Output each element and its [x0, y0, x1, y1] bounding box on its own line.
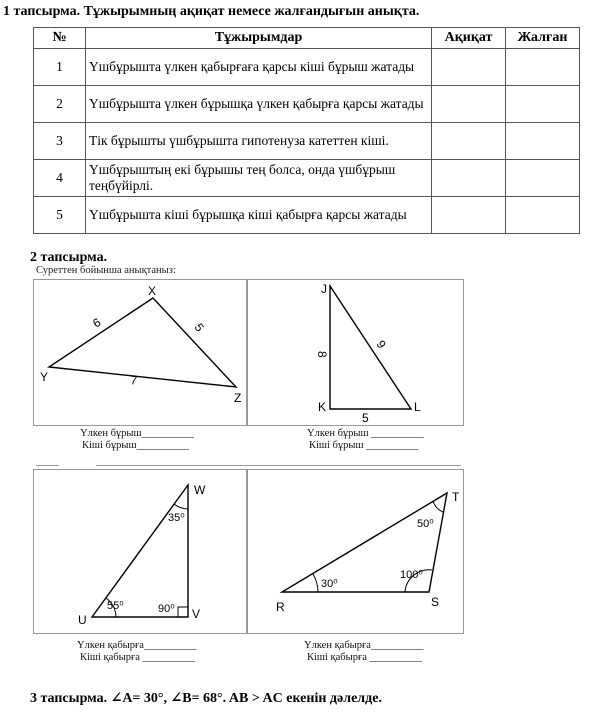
triangle-uvw [92, 485, 188, 617]
label-v: V [192, 607, 201, 621]
triangle-rst-drawing [247, 470, 463, 633]
figure-jkl-answers [307, 428, 424, 452]
triangle-xyz-drawing [34, 280, 247, 425]
figure-xyz-answers [80, 428, 194, 452]
angle-w-value: 35⁰ [168, 512, 185, 524]
figure-xyz [33, 279, 248, 426]
task1-title: 1 тапсырма. Тұжырымның ақиқат немесе жалғандығын анықта. [3, 4, 420, 19]
true-cell[interactable] [432, 49, 506, 86]
side-yz-length: 7 [129, 373, 138, 388]
false-cell[interactable] [506, 49, 580, 86]
smallest-angle-blank[interactable]: Кіші бұрыш __________ [309, 440, 419, 451]
table-header-row [34, 28, 580, 49]
row-number: 4 [34, 160, 86, 197]
triangle-jkl [330, 286, 411, 409]
side-xy-length: 6 [90, 315, 104, 331]
label-j: J [321, 282, 327, 296]
true-cell[interactable] [432, 160, 506, 197]
figure-uvw-answers [77, 640, 196, 664]
figure-jkl [246, 279, 464, 426]
side-jl-length: 9 [373, 337, 389, 352]
triangle-xyz [49, 298, 236, 387]
row-number: 5 [34, 197, 86, 234]
row-number: 2 [34, 86, 86, 123]
largest-angle-blank[interactable]: Үлкен бұрыш__________ [80, 428, 195, 439]
label-y: Y [40, 370, 49, 384]
longest-side-blank[interactable]: Үлкен қабырға__________ [304, 640, 424, 651]
header-number: № [34, 28, 86, 49]
triangle-uvw-drawing [34, 470, 247, 633]
side-xz-length: 5 [191, 320, 207, 335]
side-kl-length: 5 [362, 411, 369, 425]
true-cell[interactable] [432, 123, 506, 160]
label-l: L [414, 400, 421, 414]
task3-title: 3 тапсырма. ∠A= 30°, ∠B= 68°. AB > AC екенін дәлелде. [30, 691, 382, 706]
table-row [34, 197, 580, 234]
false-cell[interactable] [506, 86, 580, 123]
statements-table [33, 27, 580, 234]
separator-line [36, 465, 59, 466]
false-cell[interactable] [506, 197, 580, 234]
table-row [34, 160, 580, 197]
right-angle-mark [178, 607, 188, 617]
angle-r-value: 30⁰ [321, 578, 338, 590]
table-row [34, 123, 580, 160]
true-cell[interactable] [432, 86, 506, 123]
label-r: R [276, 600, 285, 614]
header-false: Жалған [506, 28, 580, 49]
row-number: 1 [34, 49, 86, 86]
statement-text: Тік бұрышты үшбұрышта гипотенуза катеттен кіші. [86, 123, 432, 160]
row-number: 3 [34, 123, 86, 160]
label-x: X [148, 284, 157, 298]
false-cell[interactable] [506, 123, 580, 160]
longest-side-blank[interactable]: Үлкен қабырға__________ [77, 640, 197, 651]
side-jk-length: 8 [315, 351, 329, 358]
angle-t-arc [433, 501, 443, 512]
angle-u-value: 55⁰ [107, 600, 124, 612]
largest-angle-blank[interactable]: Үлкен бұрыш __________ [307, 428, 424, 439]
statement-text: Үшбұрыштың екі бұрышы тең болса, онда үшбұрыш теңбүйірлі. [86, 160, 432, 197]
true-cell[interactable] [432, 197, 506, 234]
table-row [34, 86, 580, 123]
shortest-side-blank[interactable]: Кіші қабырға __________ [307, 652, 423, 663]
statement-text: Үшбұрышта кіші бұрышқа кіші қабырға қарсы жатады [86, 197, 432, 234]
table-row [34, 49, 580, 86]
label-k: K [318, 400, 327, 414]
statement-text: Үшбұрышта үлкен бұрышқа үлкен қабырға қарсы жатады [86, 86, 432, 123]
angle-s-value: 100⁰ [400, 569, 423, 581]
shortest-side-blank[interactable]: Кіші қабырға __________ [80, 652, 196, 663]
label-u: U [78, 613, 87, 627]
label-s: S [431, 595, 440, 609]
task2-title: 2 тапсырма. [30, 250, 108, 265]
label-t: T [452, 490, 460, 504]
task2-subtitle: Суреттен бойынша анықтаныз: [36, 265, 176, 276]
figure-uvw [33, 469, 248, 634]
smallest-angle-blank[interactable]: Кіші бұрыш__________ [82, 440, 190, 451]
header-statements: Тұжырымдар [86, 28, 432, 49]
false-cell[interactable] [506, 160, 580, 197]
angle-w-arc [174, 504, 188, 509]
angle-r-arc [313, 574, 318, 592]
separator-line [96, 465, 461, 466]
statement-text: Үшбұрышта үлкен қабырғаға қарсы кіші бұрыш жатады [86, 49, 432, 86]
header-true: Ақиқат [432, 28, 506, 49]
figure-rst-answers [304, 640, 423, 664]
angle-t-value: 50⁰ [417, 518, 434, 530]
figure-rst [246, 469, 464, 634]
angle-v-value: 90⁰ [158, 603, 175, 615]
label-z: Z [234, 391, 242, 405]
label-w: W [194, 483, 206, 497]
triangle-jkl-drawing [247, 280, 463, 425]
